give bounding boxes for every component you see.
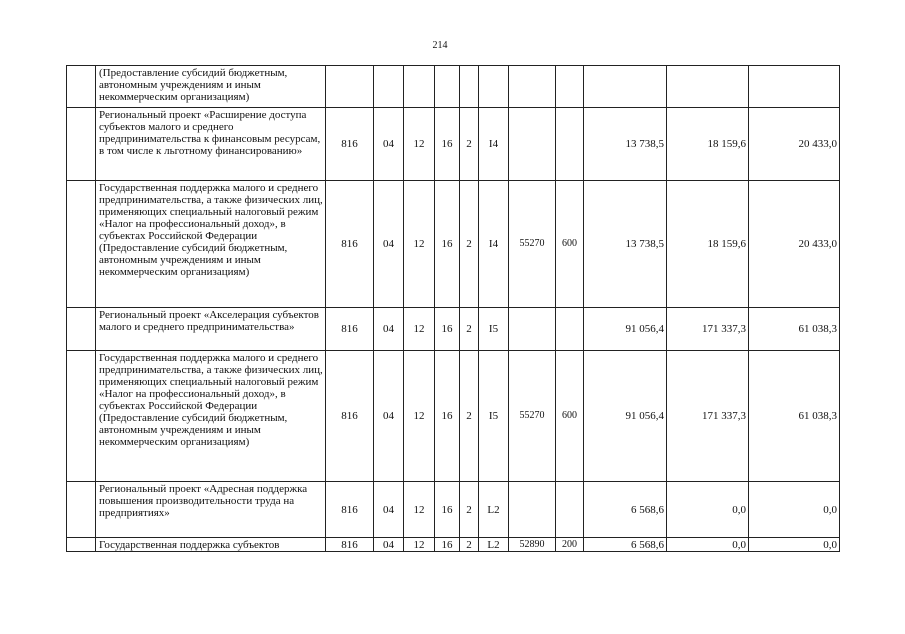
cell-gr: 816 <box>326 538 374 552</box>
cell-year2: 18 159,6 <box>667 181 749 308</box>
cell-year1: 6 568,6 <box>584 538 667 552</box>
cell-rz: 04 <box>374 308 404 351</box>
table-row <box>67 482 840 538</box>
cell-cs1: 16 <box>435 181 460 308</box>
cell-cs3 <box>479 66 509 108</box>
budget-table <box>66 65 840 552</box>
cell-cs2: 2 <box>460 351 479 482</box>
cell-cs1: 16 <box>435 308 460 351</box>
cell-pr: 12 <box>404 351 435 482</box>
cell-cs3: L2 <box>479 482 509 538</box>
cell-year3: 20 433,0 <box>749 181 840 308</box>
cell-rz: 04 <box>374 538 404 552</box>
cell-year2: 18 159,6 <box>667 108 749 181</box>
cell-vr: 200 <box>556 538 584 552</box>
cell-year3: 61 038,3 <box>749 308 840 351</box>
cell-cs3: L2 <box>479 538 509 552</box>
empty-cell <box>67 538 96 552</box>
cell-cs4 <box>509 66 556 108</box>
cell-year2: 171 337,3 <box>667 351 749 482</box>
row-name: Государственная поддержка малого и среднего предпринимательства, а также физических лиц, применяющих специальный налоговый режим «Налог на профессиональный доход», в субъектах Российской Федерации (Предоставление субсидий бюджетным, автономным учреждениям и иным некоммерческим организациям) <box>96 181 326 308</box>
cell-cs1 <box>435 66 460 108</box>
cell-pr: 12 <box>404 482 435 538</box>
cell-cs1: 16 <box>435 538 460 552</box>
cell-cs4: 52890 <box>509 538 556 552</box>
cell-pr: 12 <box>404 108 435 181</box>
cell-cs4: 55270 <box>509 181 556 308</box>
cell-rz: 04 <box>374 181 404 308</box>
cell-gr <box>326 66 374 108</box>
table-row <box>67 108 840 181</box>
cell-gr: 816 <box>326 308 374 351</box>
cell-cs4 <box>509 308 556 351</box>
table-row <box>67 66 840 108</box>
cell-vr <box>556 66 584 108</box>
cell-year3 <box>749 66 840 108</box>
cell-rz: 04 <box>374 108 404 181</box>
cell-vr <box>556 482 584 538</box>
cell-cs4 <box>509 108 556 181</box>
cell-cs2: 2 <box>460 482 479 538</box>
cell-cs1: 16 <box>435 351 460 482</box>
cell-year3: 61 038,3 <box>749 351 840 482</box>
cell-cs3: I5 <box>479 308 509 351</box>
cell-rz: 04 <box>374 351 404 482</box>
cell-cs3: I5 <box>479 351 509 482</box>
cell-cs2: 2 <box>460 538 479 552</box>
row-name: Региональный проект «Расширение доступа субъектов малого и среднего предпринимательства к финансовым ресурсам, в том числе к льготному финансированию» <box>96 108 326 181</box>
empty-cell <box>67 181 96 308</box>
row-name: (Предоставление субсидий бюджетным, автономным учреждениям и иным некоммерческим организациям) <box>96 66 326 108</box>
cell-gr: 816 <box>326 351 374 482</box>
cell-year1 <box>584 66 667 108</box>
cell-year3: 0,0 <box>749 482 840 538</box>
cell-vr: 600 <box>556 351 584 482</box>
row-name: Государственная поддержка субъектов <box>96 538 326 552</box>
page-number: 214 <box>432 40 448 51</box>
table-body <box>67 66 840 552</box>
cell-year1: 91 056,4 <box>584 351 667 482</box>
cell-vr <box>556 108 584 181</box>
cell-cs2: 2 <box>460 308 479 351</box>
cell-vr: 600 <box>556 181 584 308</box>
empty-cell <box>67 308 96 351</box>
cell-pr: 12 <box>404 538 435 552</box>
cell-year2: 0,0 <box>667 482 749 538</box>
cell-cs1: 16 <box>435 482 460 538</box>
table-row <box>67 181 840 308</box>
cell-year1: 13 738,5 <box>584 108 667 181</box>
cell-rz <box>374 66 404 108</box>
cell-pr <box>404 66 435 108</box>
empty-cell <box>67 482 96 538</box>
table-row <box>67 538 840 552</box>
empty-cell <box>67 66 96 108</box>
cell-pr: 12 <box>404 181 435 308</box>
cell-cs3: I4 <box>479 181 509 308</box>
cell-year1: 91 056,4 <box>584 308 667 351</box>
empty-cell <box>67 351 96 482</box>
row-name: Региональный проект «Акселерация субъектов малого и среднего предпринимательства» <box>96 308 326 351</box>
cell-year3: 20 433,0 <box>749 108 840 181</box>
cell-year2: 171 337,3 <box>667 308 749 351</box>
cell-year3: 0,0 <box>749 538 840 552</box>
cell-cs3: I4 <box>479 108 509 181</box>
cell-cs1: 16 <box>435 108 460 181</box>
cell-year1: 6 568,6 <box>584 482 667 538</box>
cell-gr: 816 <box>326 108 374 181</box>
cell-year2: 0,0 <box>667 538 749 552</box>
cell-rz: 04 <box>374 482 404 538</box>
cell-cs2: 2 <box>460 108 479 181</box>
empty-cell <box>67 108 96 181</box>
cell-pr: 12 <box>404 308 435 351</box>
cell-year2 <box>667 66 749 108</box>
table-row <box>67 308 840 351</box>
cell-cs2: 2 <box>460 181 479 308</box>
row-name: Региональный проект «Адресная поддержка повышения производительности труда на предприятиях» <box>96 482 326 538</box>
cell-gr: 816 <box>326 181 374 308</box>
cell-year1: 13 738,5 <box>584 181 667 308</box>
cell-cs2 <box>460 66 479 108</box>
cell-vr <box>556 308 584 351</box>
cell-cs4: 55270 <box>509 351 556 482</box>
table-row <box>67 351 840 482</box>
cell-cs4 <box>509 482 556 538</box>
cell-gr: 816 <box>326 482 374 538</box>
row-name: Государственная поддержка малого и среднего предпринимательства, а также физических лиц, применяющих специальный налоговый режим «Налог на профессиональный доход», в субъектах Российской Федерации (Предоставление субсидий бюджетным, автономным учреждениям и иным некоммерческим организациям) <box>96 351 326 482</box>
